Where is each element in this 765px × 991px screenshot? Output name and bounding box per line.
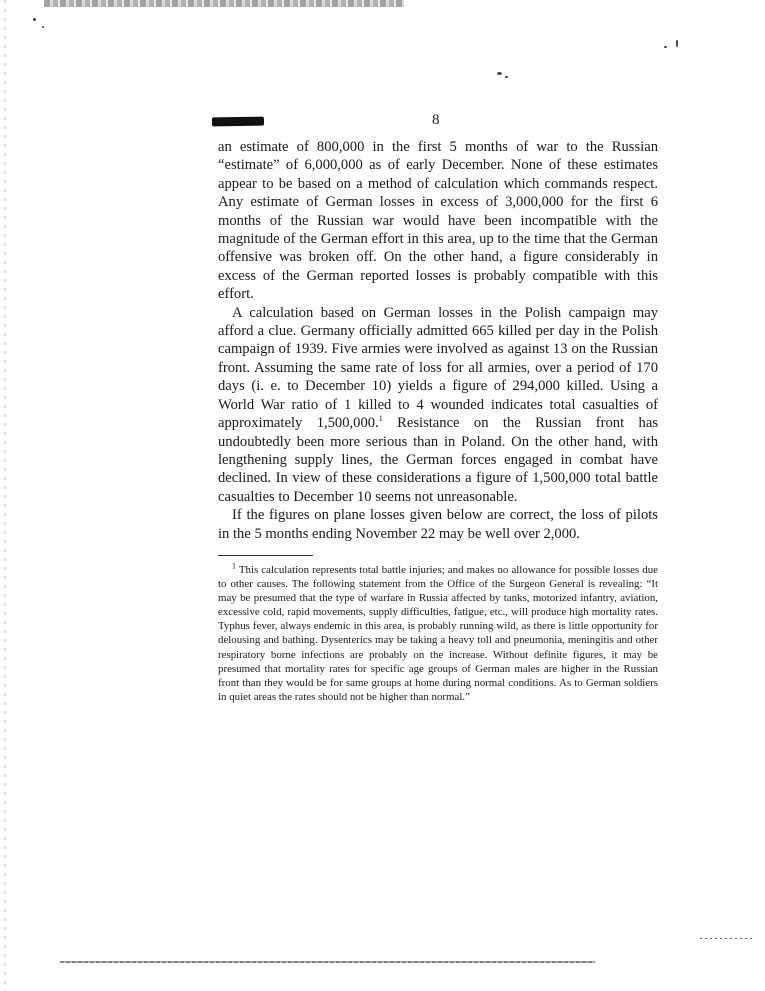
scan-artifact-bottom — [60, 961, 595, 963]
footnote-text: This calculation represents total battle injuries; and makes no allowance for possible losses due to other causes. The following statement from the Office of the Surgeon General is revealing: “It may be presumed that the type of warfare in Russia affected by tanks, motorized infantry, aviation, excessive cold, rapid movements, supply difficulties, fatigue, etc., will produce high mortality rates. Typhus fever, always endemic in this area, is probably running wild, as there is little opportunity for delousing and bathing. Dysenterics may be taking a heavy toll and pneumonia, meningitis and other respiratory borne infections are probably on the increase. Without definite figures, it may be presumed that mortality rates for specific age groups of German males are higher in the Russian front than they would be for same groups at home during normal conditions. As to German soldiers in quiet areas the rates should not be higher than normal.” — [218, 564, 658, 703]
scan-artifact-dashes — [700, 938, 755, 939]
paragraph-text: Resistance on the Russian front has undoubtedly been more serious than in Poland. On the other hand, with lengthening supply lines, the German forces engaged in combat have declined. In view of these considerations a figure of 1,500,000 total battle casualties to December 10 seems not unreasonable. — [218, 415, 658, 505]
redaction-mark — [212, 117, 264, 127]
paragraph: If the figures on plane losses given below are correct, the loss of pilots in the 5 months ending November 22 may be well over 2,000. — [218, 507, 658, 542]
paragraph: an estimate of 800,000 in the first 5 months of war to the Russian “estimate” of 6,000,000 as of early December. None of these estimates appear to be based on a method of calculation which commands respect. Any estimate of German losses in excess of 3,000,000 for the first 6 months of the Russian war would have been incompatible with the magnitude of the German effort in this area, up to the time that the German offensive was broken off. On the other hand, a figure considerably in excess of the German reported losses is probably compatible with this effort. — [218, 139, 658, 303]
scan-artifact-top — [44, 0, 404, 7]
paragraph — [218, 304, 658, 506]
page-number: 8 — [432, 112, 440, 128]
scan-speck — [505, 76, 508, 78]
footnote-divider — [218, 555, 313, 556]
scan-speck — [664, 46, 667, 48]
footnote-reference: 1 — [378, 414, 383, 424]
paragraph-text: A calculation based on German losses in the Polish campaign may afford a clue. Germany officially admitted 665 killed per day in the Polish campaign of 1939. Five armies were involved as against 13 on the Russian front. Assuming the same rate of loss for all armies, over a period of 170 days (i. e. to December 10) yields a figure of 294,000 killed. Using a World War ratio of 1 killed to 4 wounded indicates total casualties of approximately 1,500,000. — [218, 304, 658, 432]
scan-speck — [676, 40, 678, 47]
body-text — [218, 138, 658, 543]
footnote — [218, 563, 658, 704]
scan-speck — [42, 26, 44, 28]
footnotes — [218, 563, 658, 704]
footnote-marker: 1 — [232, 561, 236, 571]
scan-speck — [497, 72, 502, 75]
scan-speck — [33, 18, 36, 21]
scan-artifact-edge — [4, 0, 6, 991]
